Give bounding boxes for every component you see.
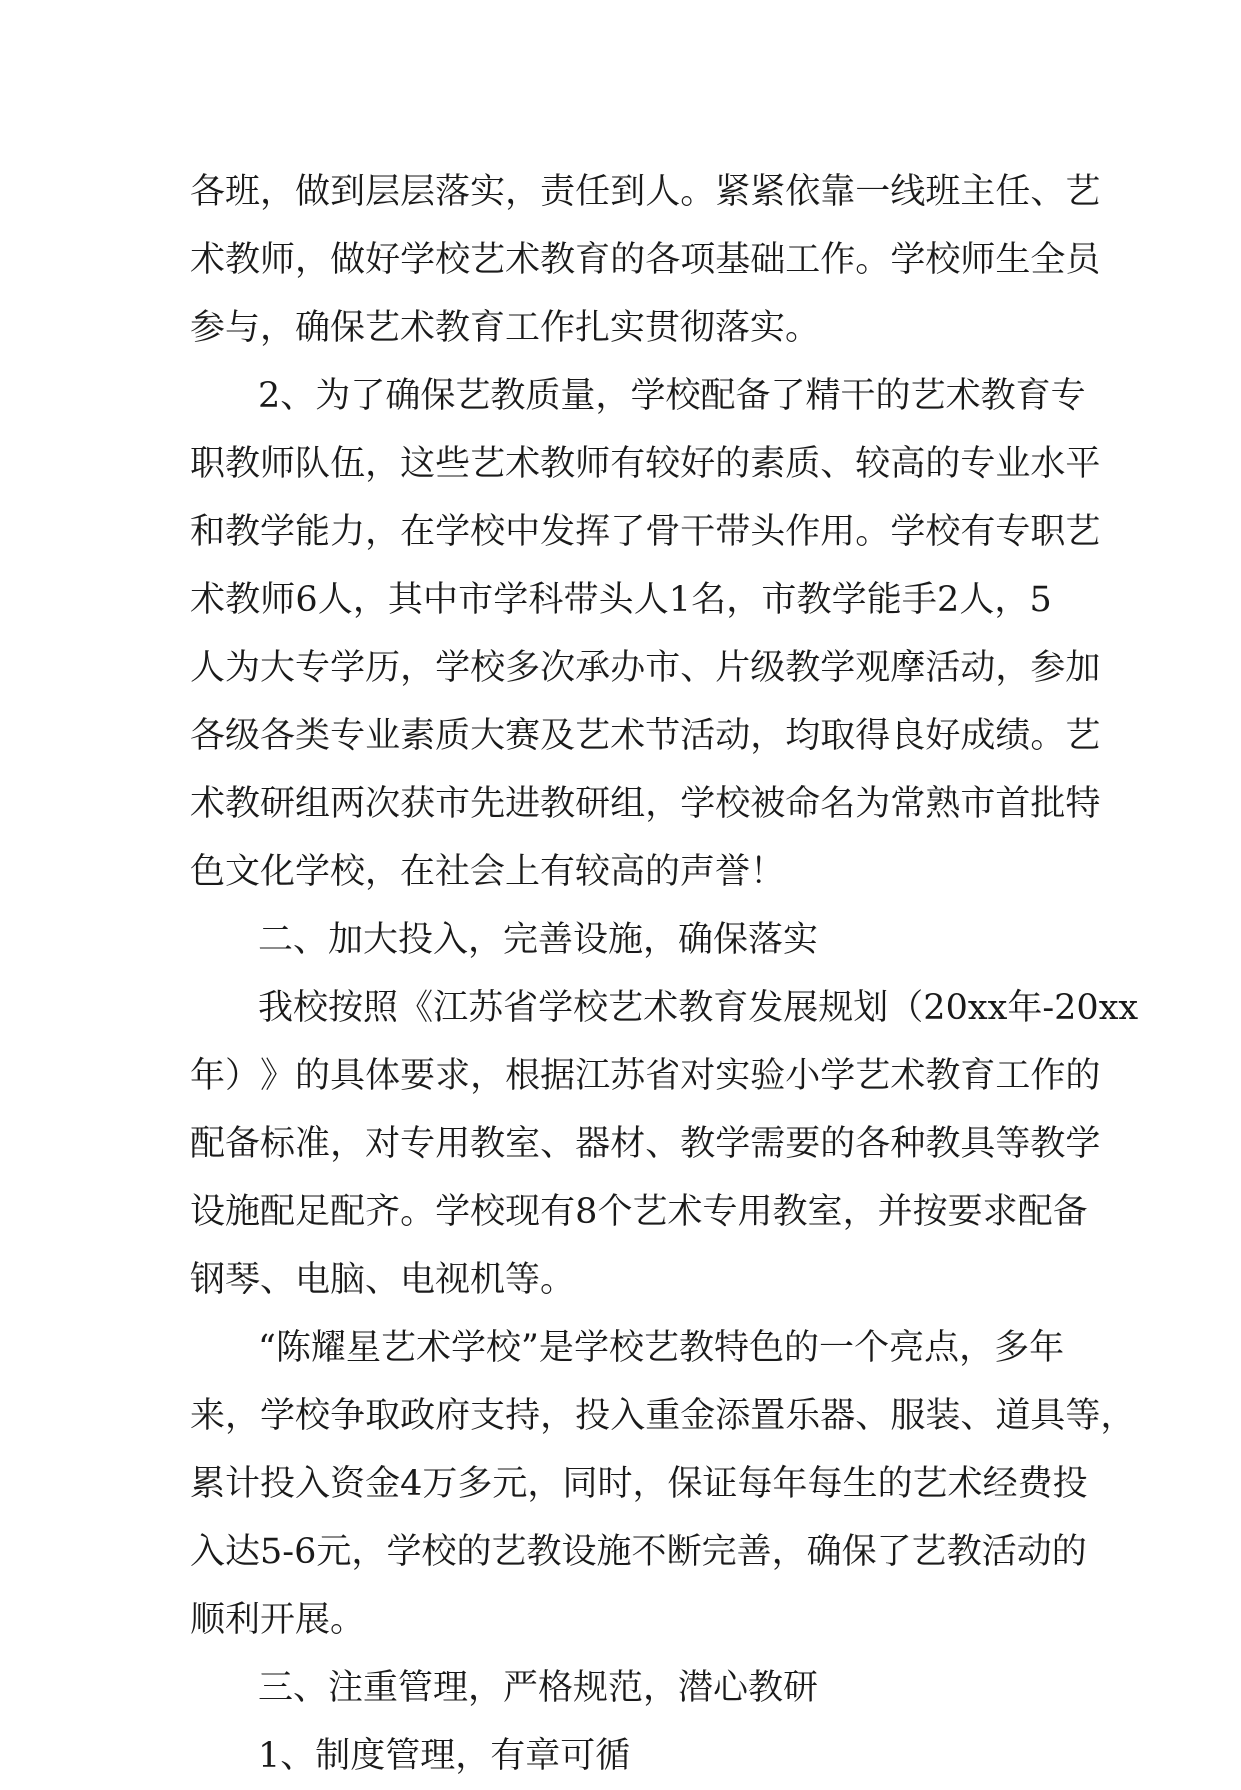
text-line: 顺利开展。: [190, 1600, 366, 1640]
text-line: 来 ， 学 校 争 取 政 府 支 持 ， 投 入 重 金 添 置 乐 器 、 服 装 、 道 具 等 ，: [190, 1396, 1136, 1436]
text-line: 我 校 按 照 《 江 苏 省 学 校 艺 术 教 育 发 展 规 划 （ 20xx 年 -20xx: [258, 988, 1139, 1028]
text-line: 职 教 师 队 伍 ， 这 些 艺 术 教 师 有 较 好 的 素 质 、 较 高 的 专 业 水 平: [190, 444, 1101, 484]
text-line: 钢琴、电脑、电视机等。: [190, 1260, 576, 1300]
text-line: “ 陈 耀 星 艺 术 学 校 ” 是 学 校 艺 教 特 色 的 一 个 亮 点 ， 多 年: [258, 1328, 1065, 1368]
text-line: 累 计 投 入 资 金 4 万 多 元 ， 同 时 ， 保 证 每 年 每 生 的 艺 术 经 费 投: [190, 1464, 1088, 1504]
text-line: 术 教 研 组 两 次 获 市 先 进 教 研 组 ， 学 校 被 命 名 为 常 熟 市 首 批 特: [190, 784, 1101, 824]
text-line: 三、注重管理，严格规范，潜心教研: [258, 1668, 819, 1708]
text-line: 术 教 师 6 人 ， 其 中 市 学 科 带 头 人 1 名 ， 市 教 学 能 手 2 人 ， 5: [190, 580, 1052, 620]
text-line: 各 班 ， 做 到 层 层 落 实 ， 责 任 到 人 。 紧 紧 依 靠 一 线 班 主 任 、 艺: [190, 172, 1101, 212]
text-line: 各 级 各 类 专 业 素 质 大 赛 及 艺 术 节 活 动 ， 均 取 得 良 好 成 绩 。 艺: [190, 716, 1101, 756]
text-line: 参与，确保艺术教育工作扎实贯彻落实。: [190, 308, 821, 348]
text-line: 2 、 为 了 确 保 艺 教 质 量 ， 学 校 配 备 了 精 干 的 艺 术 教 育 专: [258, 376, 1086, 416]
text-line: 二、加大投入，完善设施，确保落实: [258, 920, 819, 960]
text-line: 人 为 大 专 学 历 ， 学 校 多 次 承 办 市 、 片 级 教 学 观 摩 活 动 ， 参 加: [190, 648, 1101, 688]
text-line: 术 教 师 ， 做 好 学 校 艺 术 教 育 的 各 项 基 础 工 作 。 学 校 师 生 全 员: [190, 240, 1101, 280]
text-line: 入 达 5-6 元 ， 学 校 的 艺 教 设 施 不 断 完 善 ， 确 保 了 艺 教 活 动 的: [190, 1532, 1087, 1572]
text-line: 1、制度管理，有章可循: [258, 1736, 631, 1776]
text-line: 和 教 学 能 力 ， 在 学 校 中 发 挥 了 骨 干 带 头 作 用 。 学 校 有 专 职 艺: [190, 512, 1101, 552]
text-line: 年 ） 》 的 具 体 要 求 ， 根 据 江 苏 省 对 实 验 小 学 艺 术 教 育 工 作 的: [190, 1056, 1101, 1096]
document-body: [190, 158, 1139, 1790]
text-line: 设 施 配 足 配 齐 。 学 校 现 有 8 个 艺 术 专 用 教 室 ， 并 按 要 求 配 备: [190, 1192, 1088, 1232]
text-line: 色文化学校，在社会上有较高的声誉！: [190, 852, 786, 892]
text-line: 配 备 标 准 ， 对 专 用 教 室 、 器 材 、 教 学 需 要 的 各 种 教 具 等 教 学: [190, 1124, 1101, 1164]
